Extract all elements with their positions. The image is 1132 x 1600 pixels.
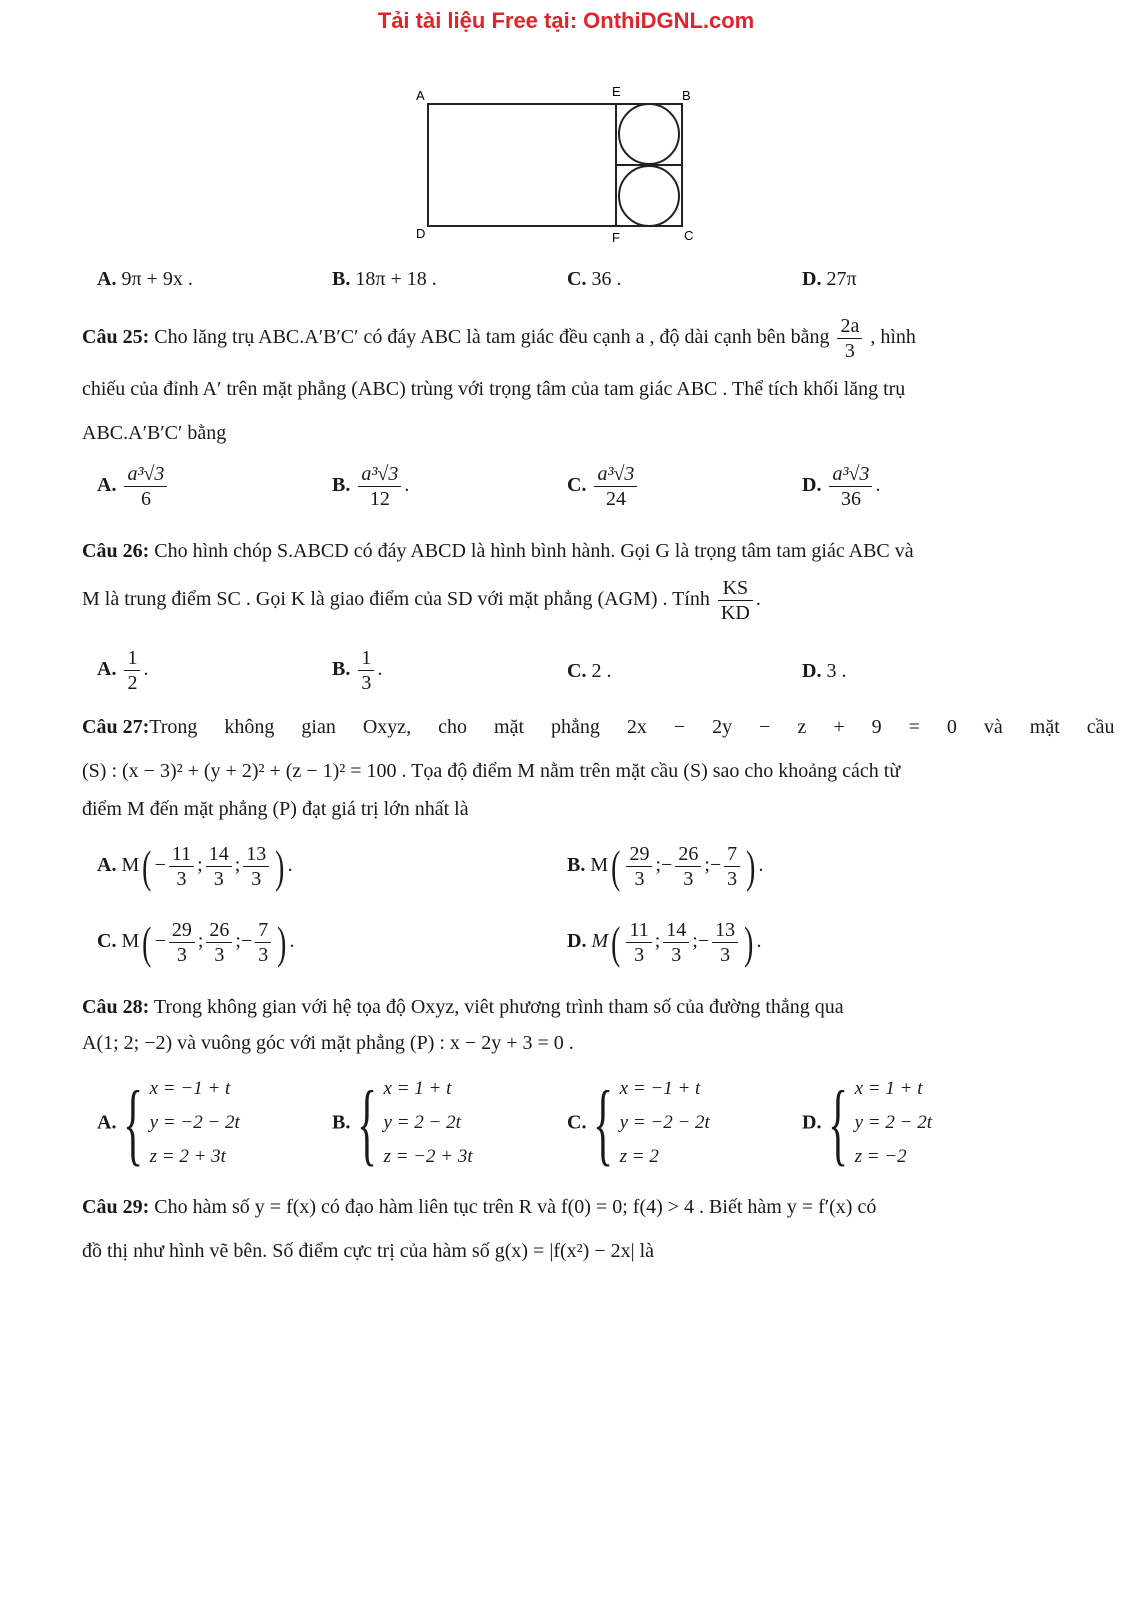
q25-line2: chiếu của đỉnh A′ trên mặt phẳng (ABC) trùng với trọng tâm của tam giác ABC . Thể tích khối lăng trụ [82,378,906,400]
q27-line3: điểm M đến mặt phẳng (P) đạt giá trị lớn nhất là [82,798,469,820]
bottom-circle [619,166,679,226]
label-F: F [612,230,620,245]
q28-answer-b[interactable]: B. { x = 1 + t y = 2 − 2t z = −2 + 3t [332,1072,473,1174]
label-D: D [416,226,426,241]
label-C: C [684,228,694,243]
q28-answer-d[interactable]: D. { x = 1 + t y = 2 − 2t z = −2 [802,1072,932,1174]
q26-answer-d[interactable]: D. 3 . [802,660,847,682]
q27-answer-c[interactable]: C. M( − $\frac{29}{3}$ ; $\frac{26}{3}$ ;− $\frac{7}{3}$ ) . [97,916,295,968]
q25-answer-a[interactable]: A. $\frac{\text{a³√3}}{6}$ [97,462,170,511]
q24-answer-d[interactable]: D. 27π [802,268,857,290]
label-E: E [612,84,621,99]
q26-answer-a[interactable]: A. $\frac{1}{2}$ . [97,647,149,694]
q25-answer-b[interactable]: B. $\frac{\text{a³√3}}{12}$ . [332,463,410,510]
q26-line1: Câu 26: Cho hình chóp S.ABCD có đáy ABCD là hình bình hành. Gọi G là trọng tâm tam giác ABC và [82,540,914,562]
label-B: B [682,88,691,103]
q26-line2: M là trung điểm SC . Gọi K là giao điểm của SD với mặt phẳng (AGM) . Tính $\frac{KS}{KD}$ . [82,577,761,624]
label-A: A [416,88,425,103]
page-header[interactable]: Tải tài liệu Free tại: OnthiDGNL.com [377,8,755,33]
rectangle-circles-figure [412,82,712,254]
q27-answer-d[interactable]: D. M( $\frac{11}{3}$ ; $\frac{14}{3}$ ;− $\frac{13}{3}$ ) . [567,916,762,968]
q28-answer-c[interactable]: C. { x = −1 + t y = −2 − 2t z = 2 [567,1072,710,1174]
q26-fraction: $\frac{KS}{KD}$ [718,576,753,625]
q27-line2: (S) : (x − 3)² + (y + 2)² + (z − 1)² = 100 . Tọa độ điểm M nằm trên mặt cầu (S) sao cho khoảng cách từ [82,760,901,782]
q27-answer-a[interactable]: A. M( − $\frac{11}{3}$ ; $\frac{14}{3}$ ; $\frac{13}{3}$ ) . [97,840,293,892]
q28-line1: Câu 28: Trong không gian với hệ tọa độ Oxyz, viêt phương trình tham số của đường thẳng qua [82,996,844,1018]
q25-line1: Câu 25: Cho lăng trụ ABC.A′B′C′ có đáy ABC là tam giác đều cạnh a , độ dài cạnh bên bằng $\frac{2a}{3}$ , hình [82,315,916,362]
q26-answer-c[interactable]: C. 2 . [567,660,612,682]
q27-answer-b[interactable]: B. M( $\frac{29}{3}$ ;− $\frac{26}{3}$ ;− $\frac{7}{3}$ ) . [567,840,764,892]
q24-answer-b[interactable]: B. 18π + 18 . [332,268,437,290]
q29-line1: Câu 29: Cho hàm số y = f(x) có đạo hàm liên tục trên R và f(0) = 0; f(4) > 4 . Biết hàm y = f′(x) có [82,1196,877,1218]
q27-line1: Câu 27: Trong không gian Oxyz, cho mặt phẳng 2x − 2y − z + 9 = 0 và mặt cầu [82,716,1115,738]
q25-fraction: $\frac{2a}{3}$ [837,314,862,363]
q25-line3: ABC.A′B′C′ bằng [82,422,227,444]
q29-line2: đồ thị như hình vẽ bên. Số điểm cực trị của hàm số g(x) = |f(x²) − 2x| là [82,1240,655,1262]
q25-answer-d[interactable]: D. $\frac{\text{a³√3}}{36}$ . [802,463,881,510]
q24-answer-a[interactable]: A. 9π + 9x . [97,268,193,290]
top-circle [619,104,679,164]
q28-answer-a[interactable]: A. { x = −1 + t y = −2 − 2t z = 2 + 3t [97,1072,240,1174]
q26-answer-b[interactable]: B. $\frac{1}{3}$ . [332,647,383,694]
q24-answer-c[interactable]: C. 36 . [567,268,622,290]
q25-answer-c[interactable]: C. $\frac{\text{a³√3}}{24}$ [567,462,640,511]
q28-line2: A(1; 2; −2) và vuông góc với mặt phẳng (P) : x − 2y + 3 = 0 . [82,1032,574,1054]
